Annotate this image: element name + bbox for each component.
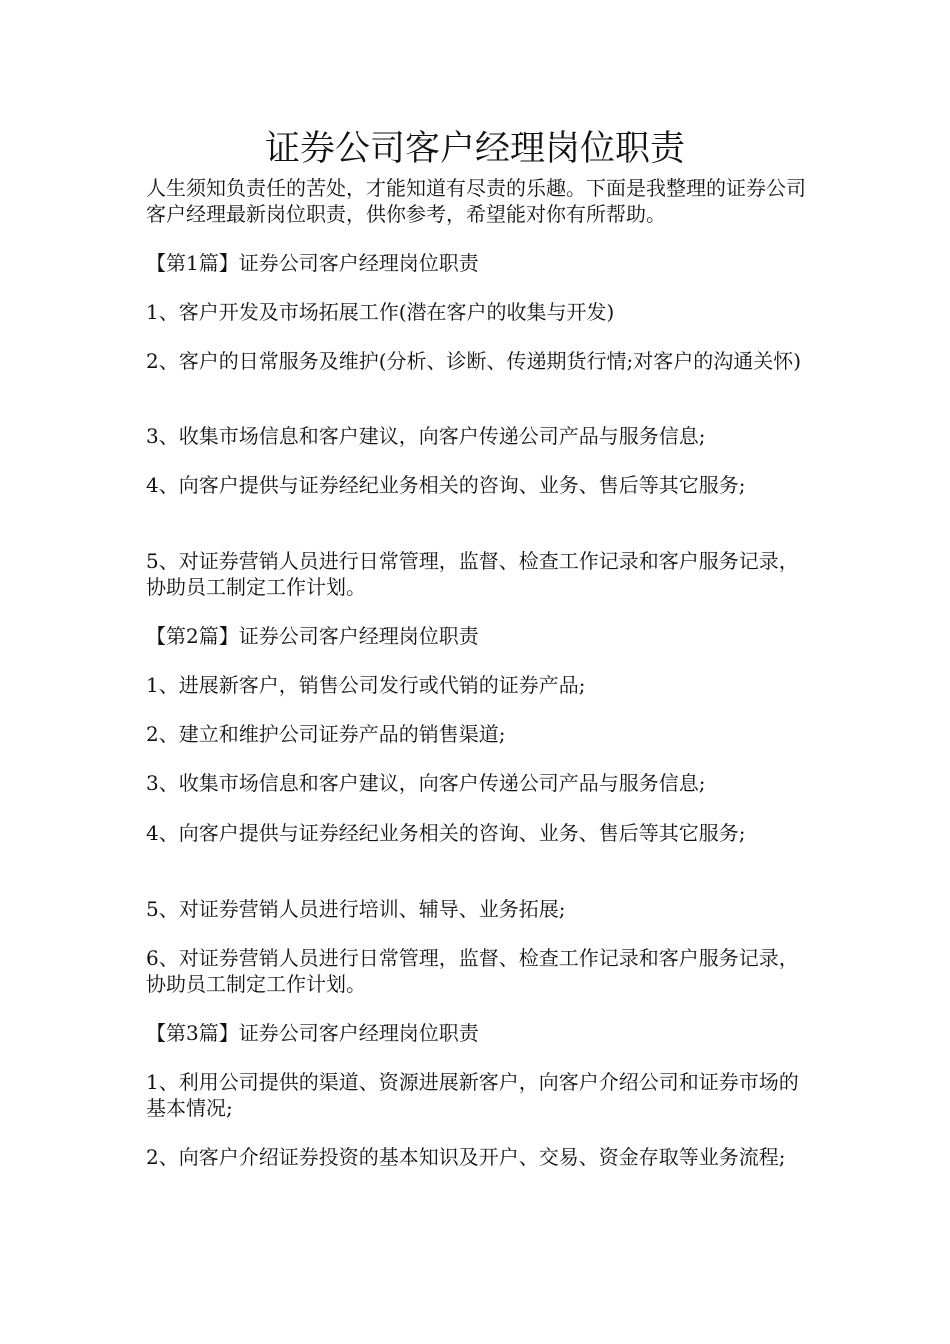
paragraph: 3、收集市场信息和客户建议，向客户传递公司产品与服务信息; [146,771,706,795]
paragraph: 1、利用公司提供的渠道、资源进展新客户，向客户介绍公司和证券市场的基本情况; [146,1070,799,1120]
section-heading: 【第3篇】证券公司客户经理岗位职责 [146,1021,479,1045]
paragraph: 1、客户开发及市场拓展工作(潜在客户的收集与开发) [146,300,615,324]
paragraph: 1、进展新客户，销售公司发行或代销的证券产品; [146,673,586,697]
paragraph: 5、对证券营销人员进行日常管理，监督、检查工作记录和客户服务记录，协助员工制定工作计划。 [146,549,799,599]
paragraph: 4、向客户提供与证券经纪业务相关的咨询、业务、售后等其它服务; [146,821,746,845]
section-heading: 【第2篇】证券公司客户经理岗位职责 [146,624,479,648]
paragraph: 2、客户的日常服务及维护(分析、诊断、传递期货行情;对客户的沟通关怀) [146,349,802,373]
paragraph: 3、收集市场信息和客户建议，向客户传递公司产品与服务信息; [146,424,706,448]
paragraph: 4、向客户提供与证券经纪业务相关的咨询、业务、售后等其它服务; [146,473,746,497]
paragraph: 2、向客户介绍证券投资的基本知识及开户、交易、资金存取等业务流程; [146,1145,786,1169]
document-title: 证券公司客户经理岗位职责 [264,129,685,169]
section-heading: 【第1篇】证券公司客户经理岗位职责 [146,251,479,275]
paragraph: 5、对证券营销人员进行培训、辅导、业务拓展; [146,897,566,921]
intro-paragraph: 人生须知负责任的苦处，才能知道有尽责的乐趣。下面是我整理的证券公司客户经理最新岗位职责，供你参考，希望能对你有所帮助。 [146,176,806,226]
paragraph: 6、对证券营销人员进行日常管理，监督、检查工作记录和客户服务记录，协助员工制定工作计划。 [146,946,799,996]
paragraph: 2、建立和维护公司证券产品的销售渠道; [146,722,506,746]
